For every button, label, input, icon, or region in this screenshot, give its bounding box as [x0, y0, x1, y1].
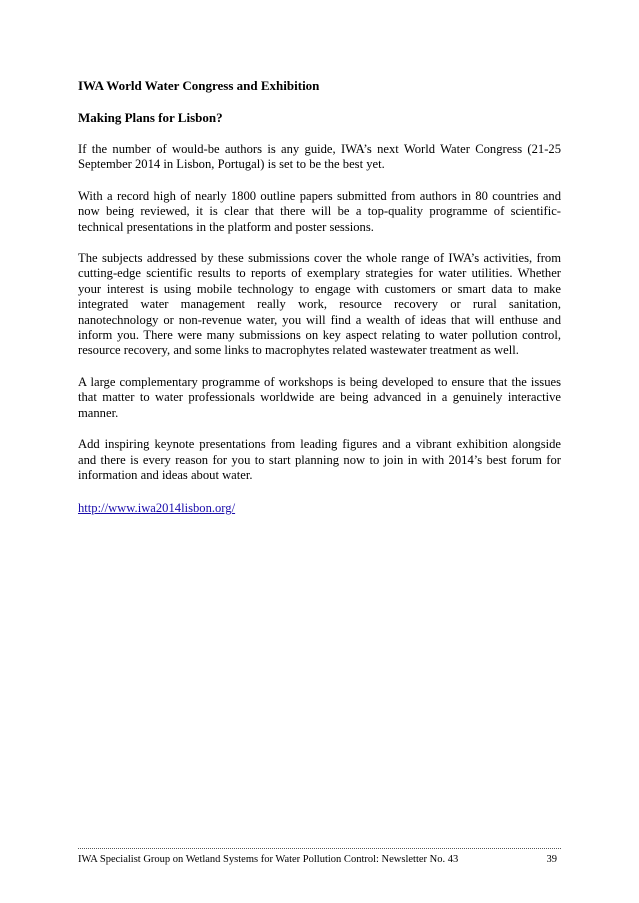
footer-divider [78, 848, 561, 849]
footer-text: IWA Specialist Group on Wetland Systems for Water Pollution Control: Newsletter No. 43 [78, 854, 459, 865]
paragraph-subjects: The subjects addressed by these submissions cover the whole range of IWA’s activities, from cutting-edge scientific results to reports of exemplary strategies for water utilities. Whether your interest is using mobile technology to engage with customers or smart data to make integrated water management really work, resource recovery or rural sanitation, nanotechnology or non-revenue water, you will find a wealth of ideas that will enthuse and inform you. There were many submissions on key aspect relating to water pollution control, resource recovery, and some links to macrophytes related wastewater treatment as well. [78, 251, 561, 358]
paragraph-workshops: A large complementary programme of workshops is being developed to ensure that the issues that matter to water professionals worldwide are being advanced in a genuinely interactive manner. [78, 374, 561, 420]
page-number: 39 [546, 854, 557, 865]
article-subtitle: Making Plans for Lisbon? [78, 110, 223, 125]
paragraph-keynotes: Add inspiring keynote presentations from leading figures and a vibrant exhibition alongside and there is every reason for you to start planning now to join in with 2014’s best forum for information and ideas about water. [78, 437, 561, 482]
paragraph-submissions: With a record high of nearly 1800 outline papers submitted from authors in 80 countries and now being reviewed, it is clear that there will be a top-quality programme of scientific-technical presentations in the platform and poster sessions. [78, 188, 561, 234]
congress-website-link[interactable]: http://www.iwa2014lisbon.org/ [78, 501, 236, 516]
article-body [78, 78, 561, 517]
article-title: IWA World Water Congress and Exhibition [78, 78, 320, 93]
paragraph-intro: If the number of would-be authors is any guide, IWA’s next World Water Congress (21-25 September 2014 in Lisbon, Portugal) is set to be the best yet. [78, 142, 561, 172]
page-footer [78, 853, 561, 866]
